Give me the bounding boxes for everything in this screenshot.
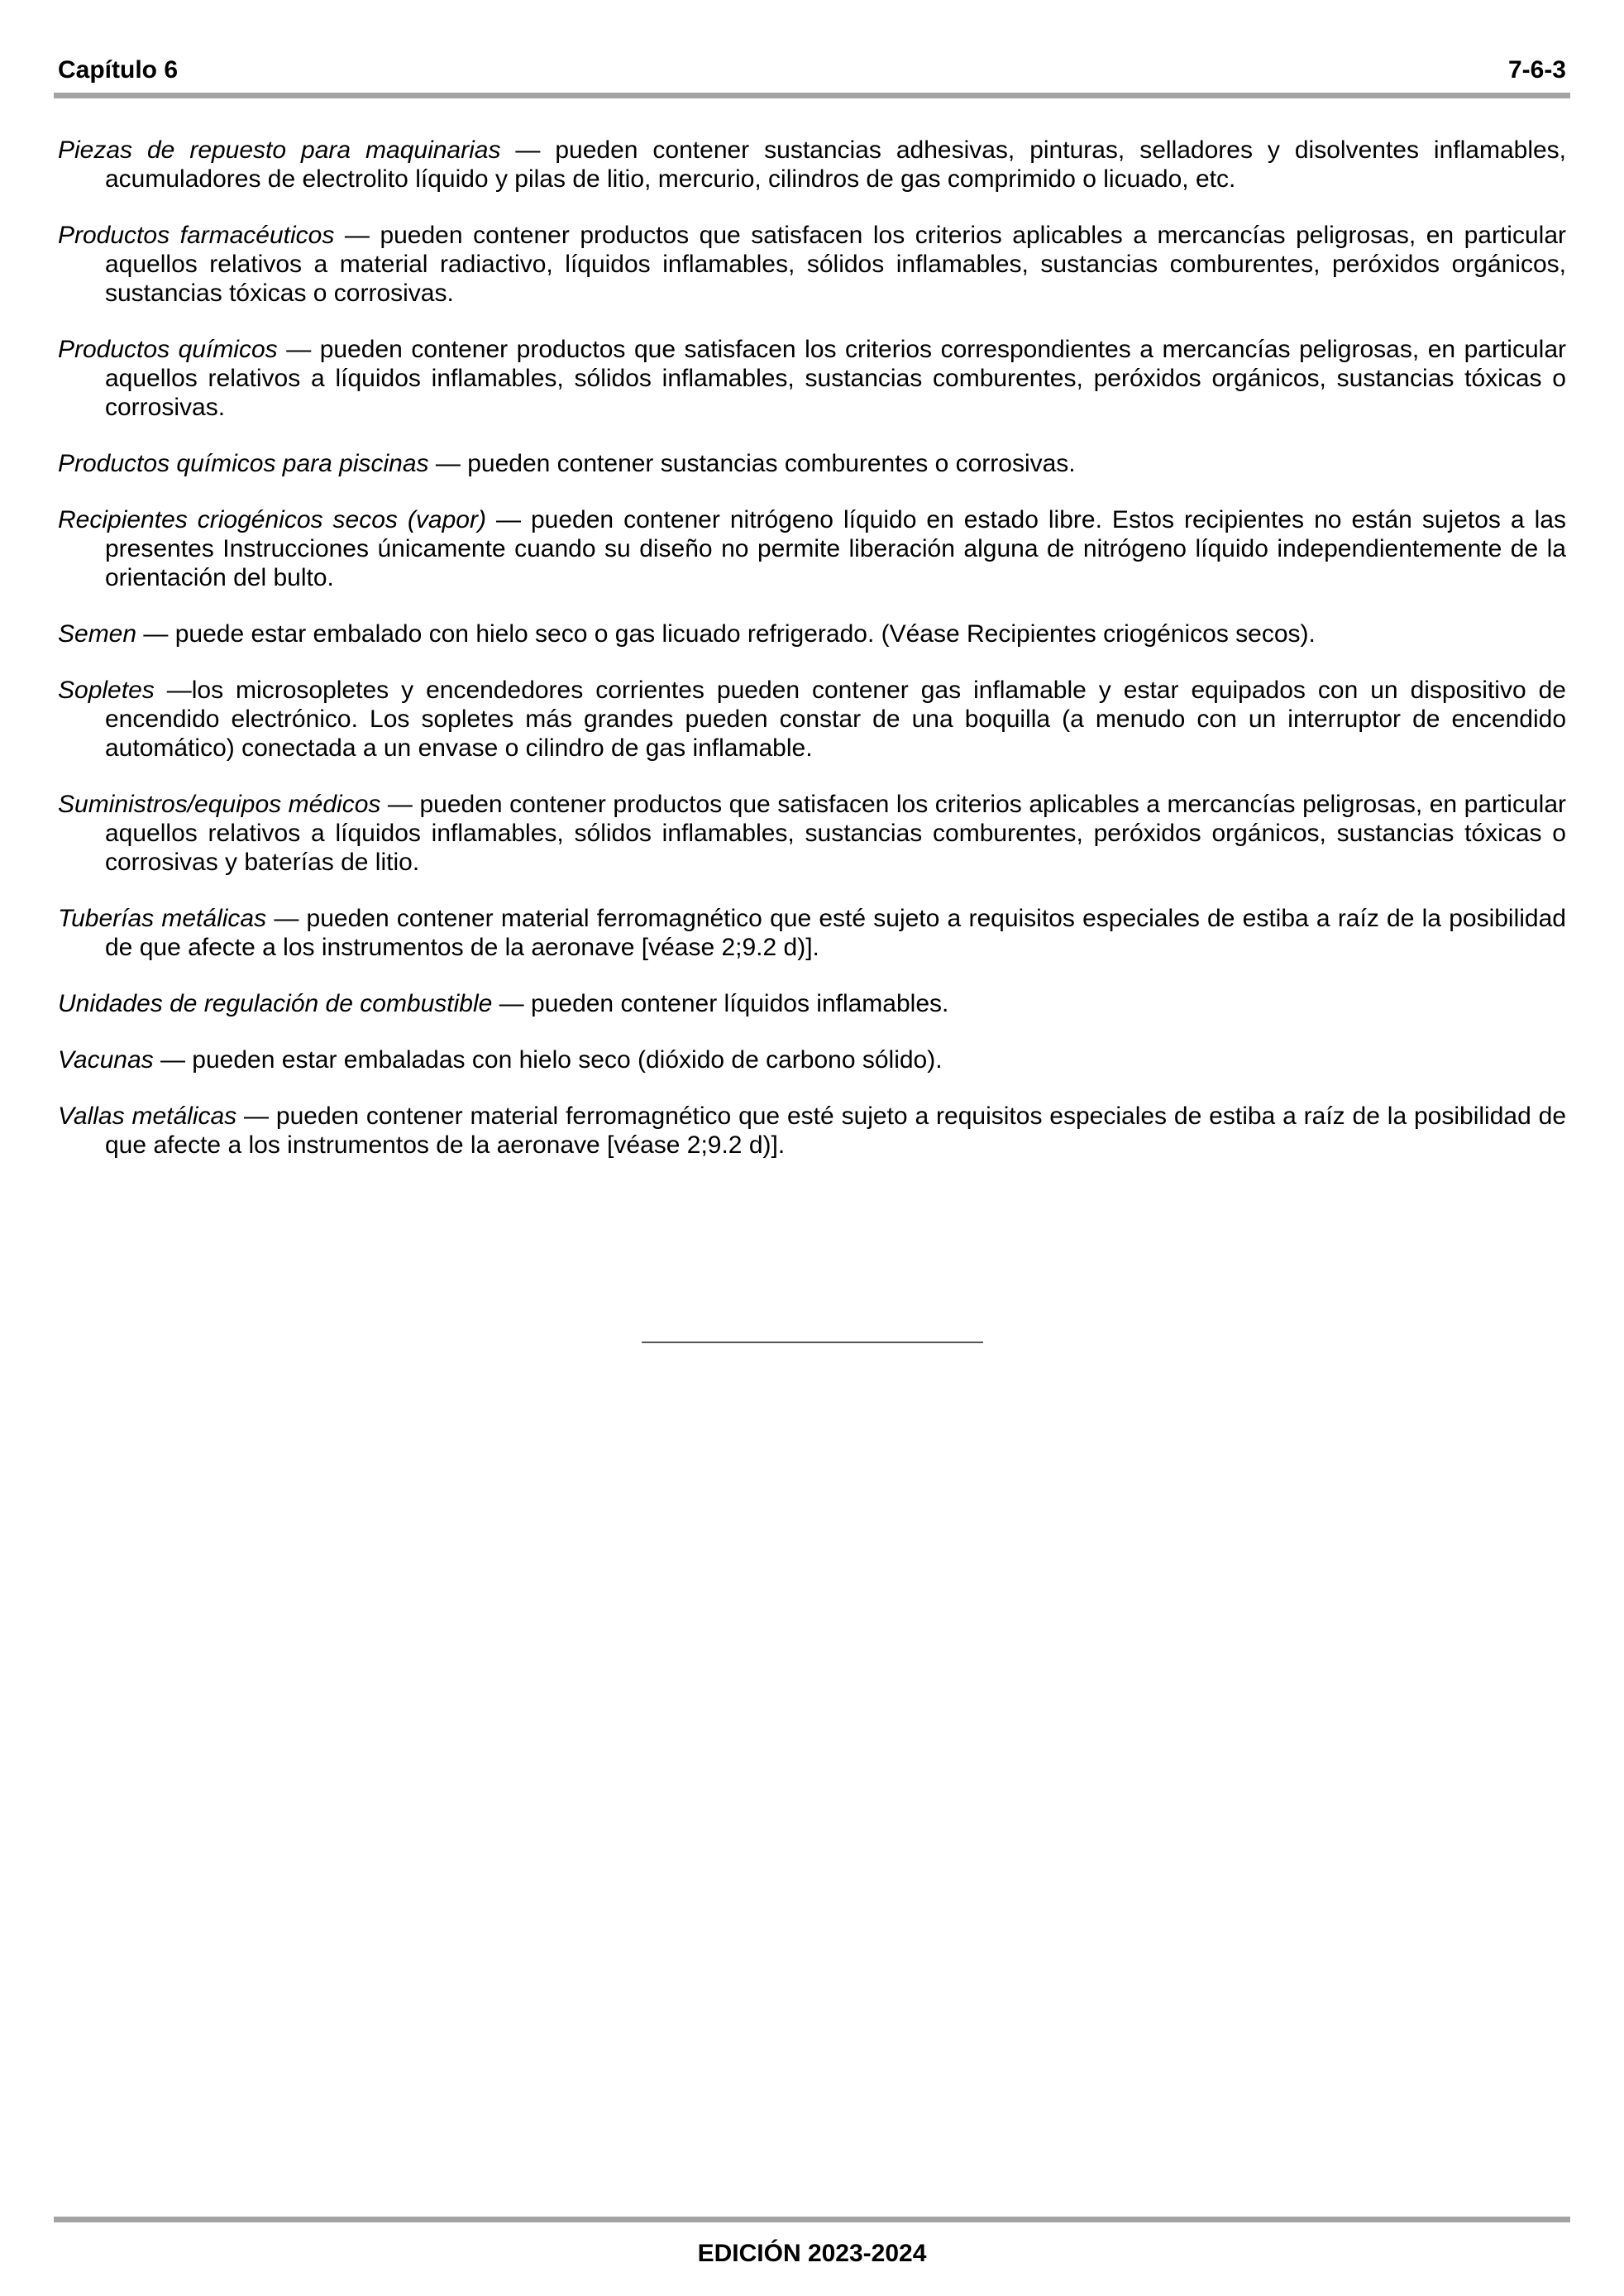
list-item [58, 1045, 1566, 1074]
entry-text: — puede estar embalado con hielo seco o gas licuado refrigerado. (Véase Recipientes criogénicos secos). [136, 620, 1316, 648]
list-item [58, 790, 1566, 877]
list-item [58, 505, 1566, 592]
entry-text: — pueden contener productos que satisfacen los criterios aplicables a mercancías peligrosas, en particular aquellos relativos a líquidos inflamables, sólidos inflamables, sustancias comburentes, peróxidos orgánicos, sustancias tóxicas o corrosivas y baterías de litio. [105, 791, 1566, 876]
list-item [58, 136, 1566, 194]
entry-term: Piezas de repuesto para maquinarias [58, 136, 501, 164]
entry-term: Suministros/equipos médicos [58, 791, 381, 818]
entry-term: Recipientes criogénicos secos (vapor) [58, 506, 486, 533]
list-item [58, 989, 1566, 1018]
entry-text: — pueden contener nitrógeno líquido en estado libre. Estos recipientes no están sujetos a las presentes Instrucciones únicamente cuando su diseño no permite liberación alguna de nitrógeno líquido independientemente de la orientación del bulto. [105, 506, 1566, 591]
list-item [58, 335, 1566, 422]
document-body [58, 136, 1566, 1187]
page-header [58, 48, 1566, 84]
page-number: 7-6-3 [1507, 56, 1566, 84]
entry-term: Vacunas [58, 1046, 154, 1074]
list-item [58, 619, 1566, 648]
entry-text: — pueden contener sustancias comburentes o corrosivas. [428, 450, 1076, 477]
end-of-chapter-rule [642, 1342, 983, 1343]
list-item [58, 676, 1566, 763]
list-item [58, 904, 1566, 962]
header-divider [54, 93, 1570, 98]
entry-text: —los microsopletes y encendedores corrientes pueden contener gas inflamable y estar equipados con un dispositivo de encendido electrónico. Los sopletes más grandes pueden constar de una boquilla (a menudo con un interruptor de encendido automático) conectada a un envase o cilindro de gas inflamable. [105, 677, 1566, 762]
entry-term: Semen [58, 620, 137, 648]
entry-text: — pueden contener material ferromagnético que esté sujeto a requisitos especiales de estiba a raíz de la posibilidad de que afecte a los instrumentos de la aeronave [véase 2;9.2 d)]. [105, 1103, 1567, 1159]
entry-term: Productos químicos [58, 336, 278, 363]
entry-text: — pueden contener productos que satisfacen los criterios aplicables a mercancías peligrosas, en particular aquellos relativos a material radiactivo, líquidos inflamables, sólidos inflamables, sustancias comburentes, peróxidos orgánicos, sustancias tóxicas o corrosivas. [105, 222, 1566, 307]
list-item [58, 221, 1566, 308]
list-item [58, 449, 1566, 478]
chapter-title: Capítulo 6 [58, 56, 179, 84]
entry-term: Sopletes [58, 677, 155, 704]
entry-term: Vallas metálicas [58, 1103, 237, 1130]
list-item [58, 1102, 1566, 1160]
entry-term: Productos químicos para piscinas [58, 450, 429, 477]
entry-term: Productos farmacéuticos [58, 222, 335, 249]
entry-term: Tuberías metálicas [58, 905, 267, 932]
entry-text: — pueden contener material ferromagnético que esté sujeto a requisitos especiales de estiba a raíz de la posibilidad de que afecte a los instrumentos de la aeronave [véase 2;9.2 d)]. [105, 905, 1566, 961]
footer-divider [54, 2217, 1570, 2222]
entry-term: Unidades de regulación de combustible [58, 990, 493, 1017]
entry-text: — pueden contener productos que satisfacen los criterios correspondientes a mercancías peligrosas, en particular aquellos relativos a líquidos inflamables, sólidos inflamables, sustancias comburentes, peróxidos orgánicos, sustancias tóxicas o corrosivas. [105, 336, 1566, 421]
entry-text: — pueden estar embaladas con hielo seco (dióxido de carbono sólido). [153, 1046, 943, 1074]
entry-text: — pueden contener líquidos inflamables. [492, 990, 949, 1017]
entry-text: — pueden contener sustancias adhesivas, pinturas, selladores y disolventes inflamables, acumuladores de electrolito líquido y pilas de litio, mercurio, cilindros de gas comprimido o licuado, etc. [105, 136, 1566, 193]
edition-footer: EDICIÓN 2023-2024 [697, 2240, 927, 2267]
